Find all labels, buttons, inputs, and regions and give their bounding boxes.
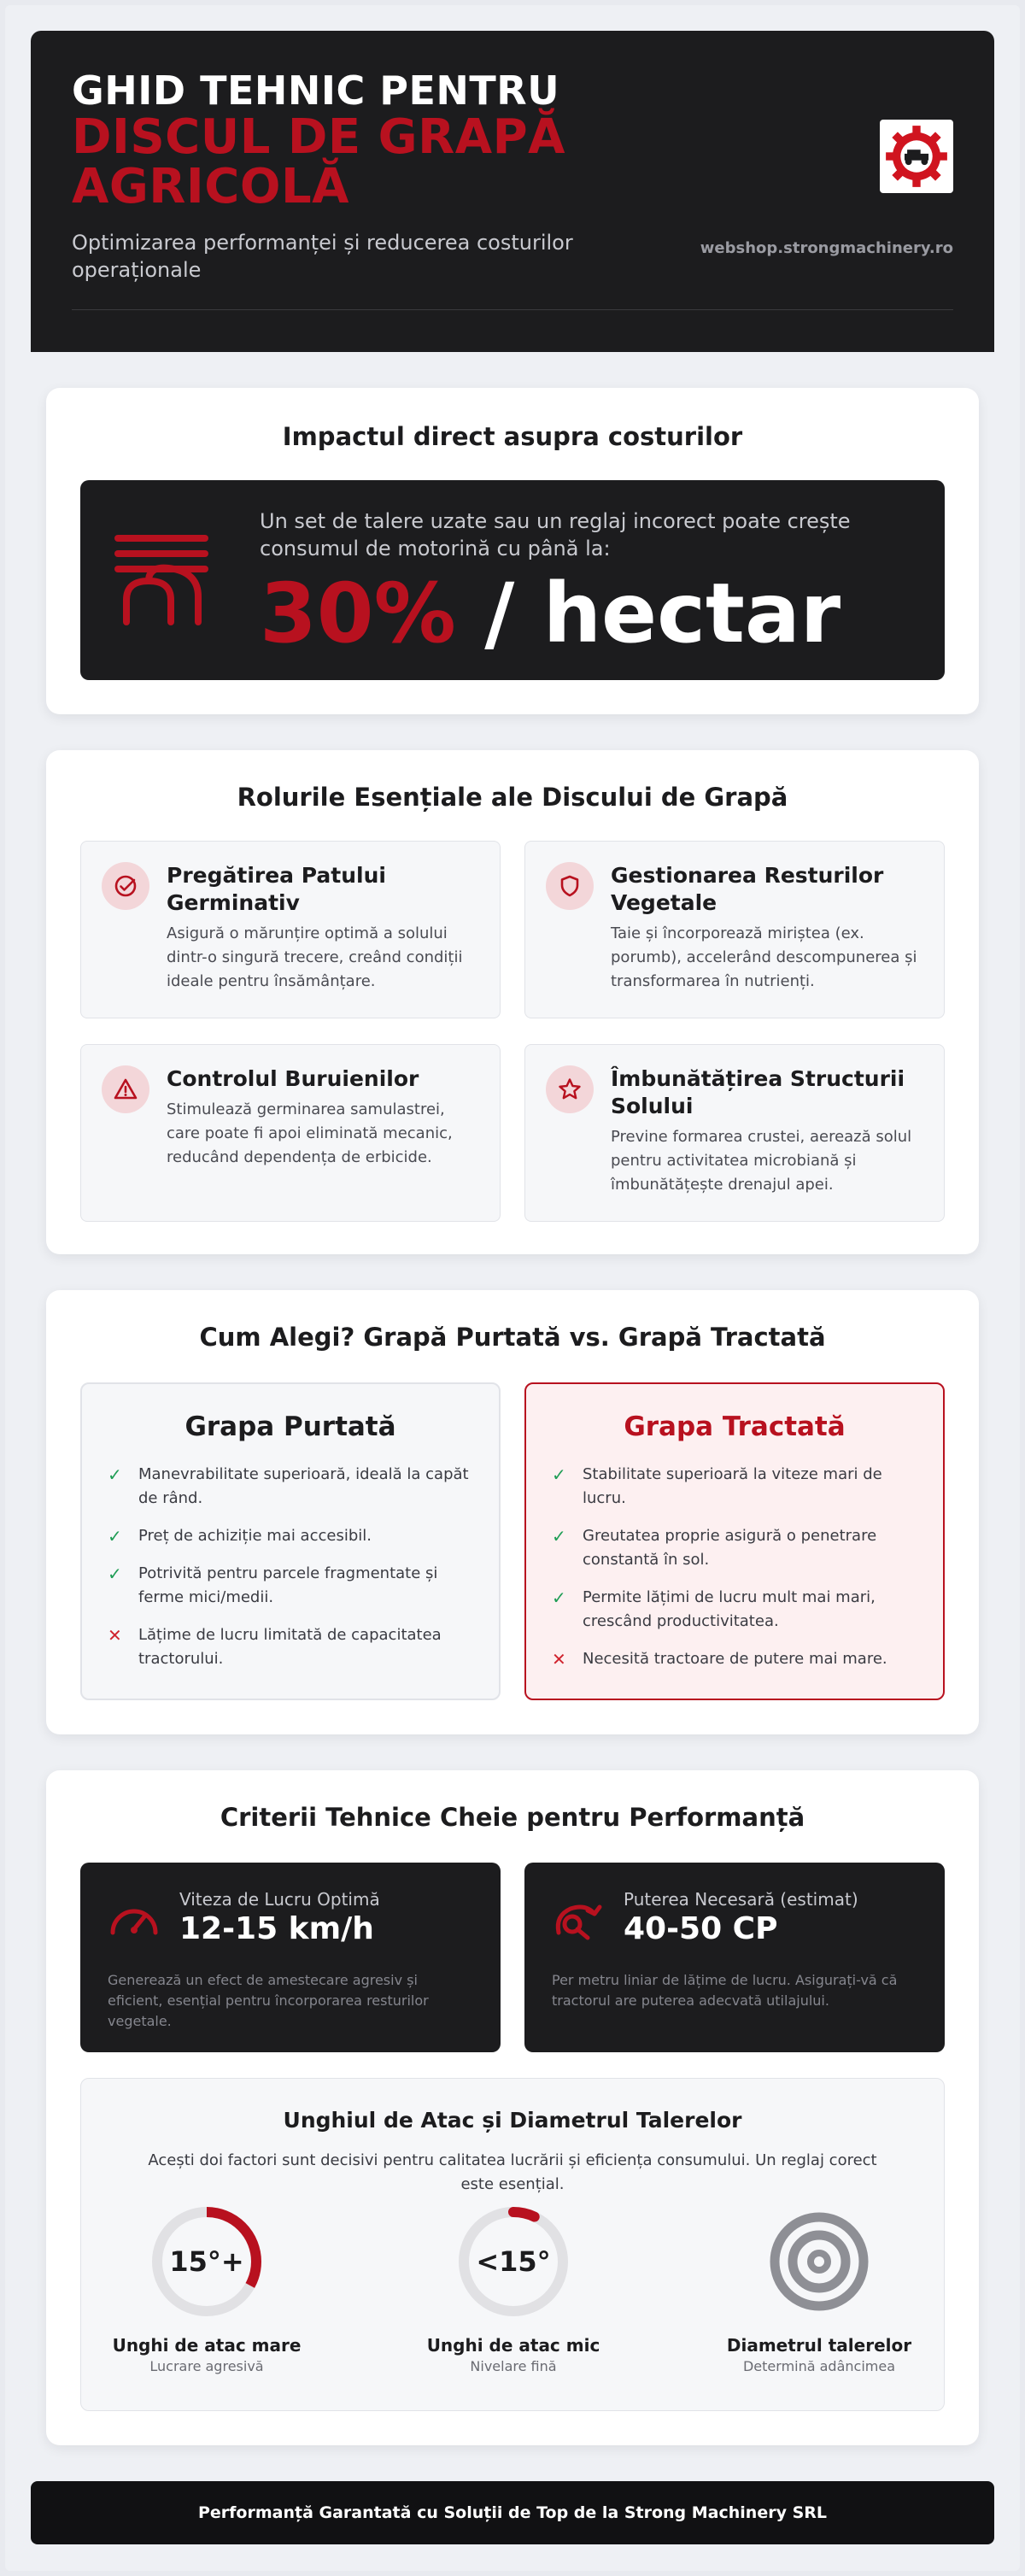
check-icon: ✓ [552, 1587, 566, 1608]
attack-angle-small [385, 2205, 641, 2376]
pros-cons-item [552, 1524, 917, 1572]
role-title: Controlul Buruienilor [167, 1066, 419, 1091]
target-icon [763, 2205, 876, 2318]
page-header [31, 31, 994, 352]
check-icon: ✓ [552, 1526, 566, 1546]
star-icon [546, 1065, 594, 1113]
shield-icon [546, 862, 594, 910]
page-title: GHID TEHNIC PENTRU [72, 67, 560, 114]
gauge-sublabel: Determină adâncimea [742, 2358, 896, 2374]
role-item [80, 1044, 501, 1222]
speed-value: 12-15 km/h [179, 1911, 374, 1946]
gauge-label: Unghi de atac mic [426, 2335, 600, 2356]
role-item [524, 841, 945, 1018]
role-title: Îmbunătățirea Structurii Solului [611, 1066, 905, 1118]
impact-figure [260, 562, 840, 665]
pros-cons-item [108, 1623, 473, 1671]
role-title: Pregătirea Patului Germinativ [167, 863, 386, 915]
impact-description: Un set de talere uzate sau un reglaj incorect poate crește consumul de motorină cu până la: [260, 509, 851, 560]
criteria-title: Criterii Tehnice Cheie pentru Performanță [220, 1803, 805, 1832]
angle-diameter-panel [80, 2078, 945, 2411]
role-text: Asigură o mărunțire optimă a solului dintr-o singură trecere, creând condiții ideale pentru însămânțare. [167, 924, 463, 990]
power-value: 40-50 CP [624, 1911, 778, 1946]
pros-cons-text: Greutatea proprie asigură o penetrare constantă în sol. [583, 1527, 877, 1569]
speed-spec-card [80, 1863, 501, 2052]
gauge-value: <15° [476, 2245, 551, 2278]
gauge-value: 15°+ [169, 2245, 244, 2278]
pros-cons-text: Lățime de lucru limitată de capacitatea tractorului. [138, 1626, 442, 1668]
mounted-harrow-panel [80, 1382, 501, 1700]
pros-cons-item [108, 1524, 473, 1548]
company-logo [880, 120, 953, 193]
power-spec-card [524, 1863, 945, 2052]
attack-angle-large [79, 2205, 335, 2376]
footer-text: Performanță Garantată cu Soluții de Top de la Strong Machinery SRL [197, 2503, 828, 2522]
impact-figure-value: 30% [260, 566, 456, 661]
check-icon: ✓ [108, 1464, 122, 1485]
pros-cons-item [552, 1586, 917, 1634]
criteria-card [46, 1770, 979, 2445]
pros-cons-item [552, 1647, 917, 1671]
pros-cons-item [552, 1463, 917, 1511]
speed-note: Generează un efect de amestecare agresiv și eficient, esențial pentru încorporarea resturilor vegetale. [108, 1972, 429, 2029]
role-item [524, 1044, 945, 1222]
harrow-icon [114, 533, 208, 627]
pros-cons-text: Stabilitate superioară la viteze mari de lucru. [583, 1465, 882, 1507]
pros-cons-text: Manevrabilitate superioară, ideală la capăt de rând. [138, 1465, 469, 1507]
impact-highlight-box [80, 480, 945, 680]
pros-cons-text: Necesită tractoare de putere mai mare. [583, 1650, 887, 1668]
engine-icon [552, 1898, 603, 1941]
pros-cons-item [108, 1463, 473, 1511]
power-label: Puterea Necesară (estimat) [624, 1889, 858, 1910]
pros-cons-text: Potrivită pentru parcele fragmentate și ferme mici/medii. [138, 1564, 438, 1606]
disc-diameter [691, 2205, 947, 2376]
website-url[interactable]: webshop.strongmachinery.ro [700, 239, 953, 257]
speed-label: Viteza de Lucru Optimă [179, 1889, 380, 1910]
cross-icon: ✕ [108, 1625, 122, 1646]
pros-cons-text: Preț de achiziție mai accesibil. [138, 1527, 372, 1545]
header-divider [72, 309, 953, 310]
check-icon: ✓ [108, 1564, 122, 1584]
speedometer-icon [108, 1898, 161, 1936]
angle-title: Unghiul de Atac și Diametrul Talerelor [283, 2108, 742, 2133]
page-subtitle: Optimizarea performanței și reducerea costurilor operaționale [72, 231, 573, 282]
check-icon: ✓ [108, 1526, 122, 1546]
warning-icon [102, 1065, 149, 1113]
power-note: Per metru liniar de lățime de lucru. Asigurați-vă că tractorul are puterea adecvată utilajului. [552, 1972, 898, 2009]
pros-cons-item [108, 1562, 473, 1610]
gauge-label: Diametrul talerelor [726, 2335, 912, 2356]
compare-card [46, 1290, 979, 1734]
roles-title: Rolurile Esențiale ale Discului de Grapă [237, 783, 788, 812]
impact-card [46, 388, 979, 714]
gear-logo-icon [883, 123, 950, 190]
pros-cons-text: Permite lățimi de lucru mult mai mari, crescând productivitatea. [583, 1588, 876, 1630]
role-title: Gestionarea Resturilor Vegetale [611, 863, 884, 915]
page-footer [31, 2481, 994, 2544]
impact-title: Impactul direct asupra costurilor [282, 422, 743, 451]
role-text: Taie și încorporează miriștea (ex. porumb), accelerând descompunerea și transformarea în nutrienți. [611, 924, 917, 990]
trailed-harrow-title: Grapa Tractată [624, 1411, 846, 1442]
check-icon: ✓ [552, 1464, 566, 1485]
cross-icon: ✕ [552, 1649, 566, 1669]
gauge-label: Unghi de atac mare [112, 2335, 302, 2356]
trailed-harrow-panel [524, 1382, 945, 1700]
role-text: Previne formarea crustei, aerează solul pentru activitatea microbiană și îmbunătățește drenajul apei. [611, 1128, 912, 1194]
angle-description: Acești doi factori sunt decisivi pentru calitatea lucrării și eficiența consumului. Un reglaj corect este esențial. [148, 2151, 877, 2193]
check-circle-icon [102, 862, 149, 910]
role-text: Stimulează germinarea samulastrei, care poate fi apoi eliminată mecanic, reducând dependența de erbicide. [167, 1100, 453, 1166]
mounted-harrow-title: Grapa Purtată [184, 1411, 396, 1442]
gauge-sublabel: Nivelare fină [470, 2358, 557, 2374]
compare-title: Cum Alegi? Grapă Purtată vs. Grapă Tractată [199, 1323, 826, 1352]
role-item [80, 841, 501, 1018]
page-title-highlight: DISCUL DE GRAPĂ AGRICOLĂ [72, 109, 565, 214]
gauge-sublabel: Lucrare agresivă [149, 2358, 264, 2374]
impact-figure-unit: / hectar [455, 566, 841, 661]
roles-card [46, 750, 979, 1254]
